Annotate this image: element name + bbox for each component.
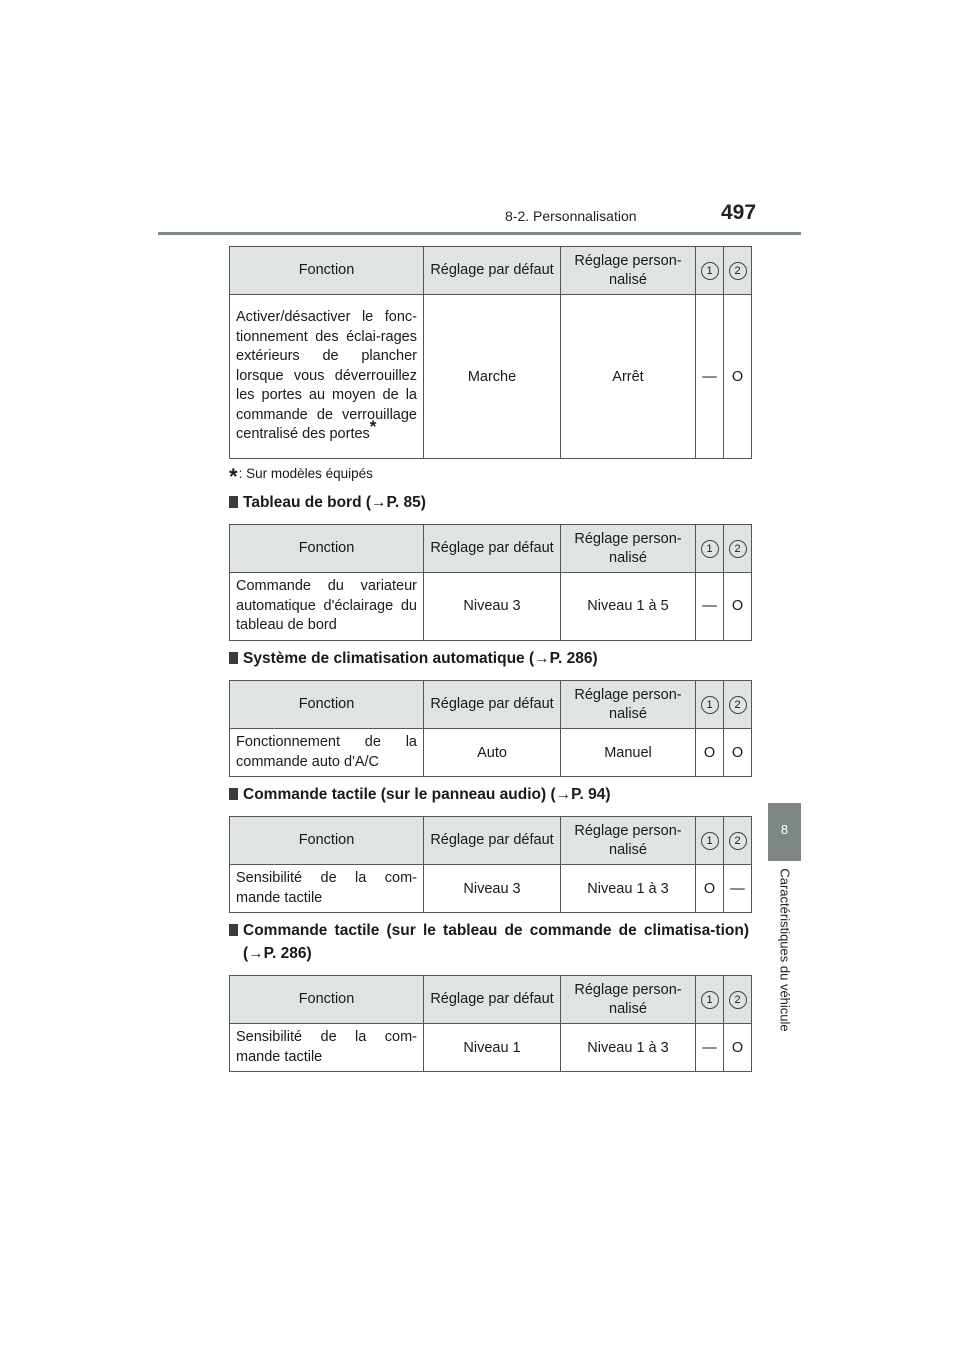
col-fonction: Fonction (230, 247, 424, 295)
function-cell: Fonctionnement de la commande auto d'A/C (230, 729, 424, 777)
footnote: *: Sur modèles équipés (229, 464, 373, 489)
table-row (230, 295, 752, 459)
section-header: 8-2. Personnalisation (505, 208, 637, 224)
col-reglage-defaut: Réglage par défaut (424, 525, 561, 573)
col2-cell: O (724, 573, 752, 641)
col-fonction: Fonction (230, 817, 424, 865)
square-bullet-icon (229, 496, 238, 508)
table-row (230, 1024, 752, 1072)
default-cell: Marche (424, 295, 561, 459)
circled-1-icon: 1 (701, 696, 719, 714)
section-heading: Système de climatisation automatique (→P. 286) (229, 647, 749, 670)
col1-cell: O (696, 865, 724, 913)
function-cell: Commande du variateur automatique d'éclairage du tableau de bord (230, 573, 424, 641)
function-cell: Sensibilité de la com-mande tactile (230, 865, 424, 913)
col-1 (696, 976, 724, 1024)
col1-cell: — (696, 1024, 724, 1072)
col-1 (696, 681, 724, 729)
col-2 (724, 247, 752, 295)
col-1 (696, 817, 724, 865)
col2-cell: O (724, 295, 752, 459)
col1-cell: — (696, 295, 724, 459)
custom-cell: Niveau 1 à 5 (561, 573, 696, 641)
circled-2-icon: 2 (729, 540, 747, 558)
circled-1-icon: 1 (701, 540, 719, 558)
col-reglage-defaut: Réglage par défaut (424, 247, 561, 295)
table-header-row (230, 976, 752, 1024)
circled-2-icon: 2 (729, 262, 747, 280)
col2-cell: O (724, 729, 752, 777)
table-header-row (230, 247, 752, 295)
settings-table-3 (229, 680, 752, 777)
col1-cell: O (696, 729, 724, 777)
footnote-mark: * (369, 417, 377, 437)
col-reglage-personnalise: Réglage person-nalisé (561, 681, 696, 729)
square-bullet-icon (229, 924, 238, 936)
settings-table-5 (229, 975, 752, 1072)
col-2 (724, 817, 752, 865)
chapter-tab (768, 803, 801, 861)
col-1 (696, 247, 724, 295)
col-fonction: Fonction (230, 525, 424, 573)
table-header-row (230, 681, 752, 729)
section-heading: Commande tactile (sur le panneau audio) (→P. 94) (229, 783, 749, 806)
table-header-row (230, 525, 752, 573)
table-row (230, 573, 752, 641)
circled-2-icon: 2 (729, 696, 747, 714)
col-fonction: Fonction (230, 976, 424, 1024)
header-rule (158, 232, 801, 235)
table-row (230, 865, 752, 913)
function-cell: Sensibilité de la com-mande tactile (230, 1024, 424, 1072)
col2-cell: O (724, 1024, 752, 1072)
square-bullet-icon (229, 652, 238, 664)
chapter-number: 8 (780, 822, 789, 837)
section-heading: Tableau de bord (→P. 85) (229, 491, 749, 514)
chapter-label: Caractéristiques du véhicule (777, 868, 793, 1032)
settings-table-1 (229, 246, 752, 459)
function-cell: Activer/désactiver le fonc-tionnement des éclai-rages extérieurs de plancher lorsque vous déverrouillez les portes au moyen de la commande de verrouillage centralisé des portes* (230, 295, 424, 459)
col2-cell: — (724, 865, 752, 913)
circled-1-icon: 1 (701, 832, 719, 850)
default-cell: Niveau 1 (424, 1024, 561, 1072)
col-fonction: Fonction (230, 681, 424, 729)
page-number: 497 (721, 201, 757, 224)
col-reglage-defaut: Réglage par défaut (424, 976, 561, 1024)
custom-cell: Manuel (561, 729, 696, 777)
col-reglage-personnalise: Réglage person-nalisé (561, 247, 696, 295)
default-cell: Auto (424, 729, 561, 777)
square-bullet-icon (229, 788, 238, 800)
section-heading: Commande tactile (sur le tableau de commande de climatisa-tion) (→P. 286) (229, 919, 749, 965)
col-reglage-personnalise: Réglage person-nalisé (561, 976, 696, 1024)
col-reglage-personnalise: Réglage person-nalisé (561, 525, 696, 573)
custom-cell: Niveau 1 à 3 (561, 865, 696, 913)
col1-cell: — (696, 573, 724, 641)
col-reglage-defaut: Réglage par défaut (424, 681, 561, 729)
table-header-row (230, 817, 752, 865)
col-2 (724, 681, 752, 729)
circled-2-icon: 2 (729, 832, 747, 850)
col-reglage-defaut: Réglage par défaut (424, 817, 561, 865)
col-2 (724, 976, 752, 1024)
circled-2-icon: 2 (729, 991, 747, 1009)
col-2 (724, 525, 752, 573)
settings-table-2 (229, 524, 752, 641)
col-1 (696, 525, 724, 573)
table-row (230, 729, 752, 777)
default-cell: Niveau 3 (424, 573, 561, 641)
col-reglage-personnalise: Réglage person-nalisé (561, 817, 696, 865)
settings-table-4 (229, 816, 752, 913)
custom-cell: Arrêt (561, 295, 696, 459)
circled-1-icon: 1 (701, 991, 719, 1009)
default-cell: Niveau 3 (424, 865, 561, 913)
circled-1-icon: 1 (701, 262, 719, 280)
custom-cell: Niveau 1 à 3 (561, 1024, 696, 1072)
